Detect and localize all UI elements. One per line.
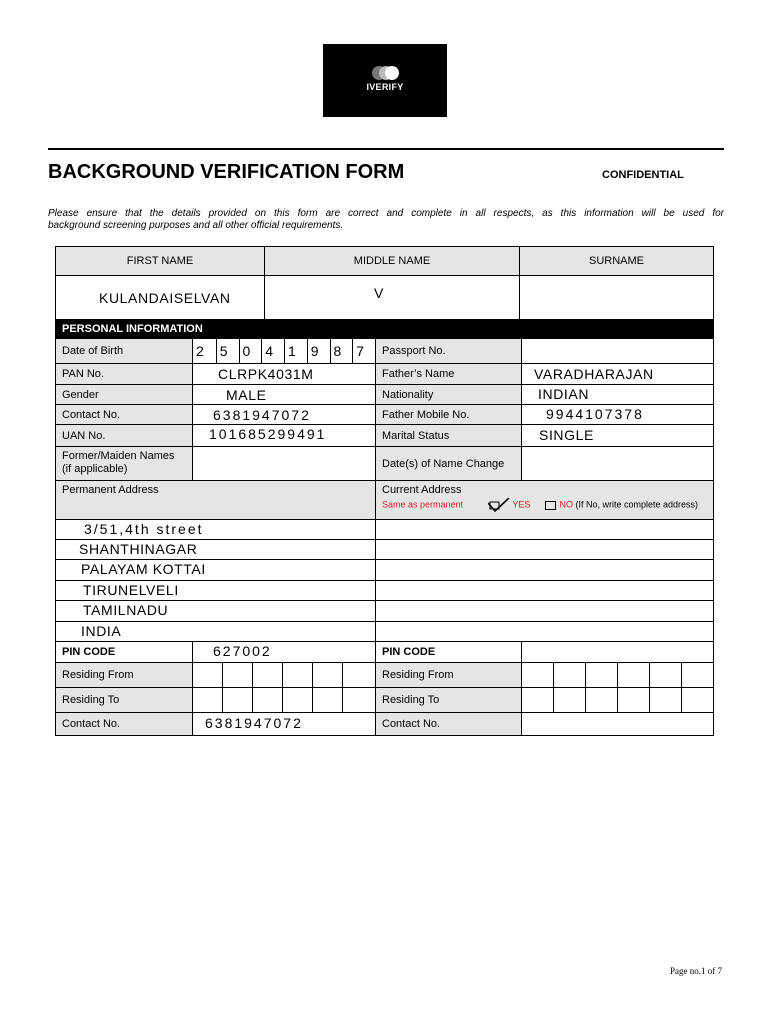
marital-status-label: Marital Status — [375, 424, 522, 447]
permanent-address-line[interactable] — [55, 559, 376, 581]
permanent-address-line-text: 3/51,4th street — [84, 521, 204, 537]
gender-value: MALE — [226, 387, 267, 403]
middle-name-value: V — [374, 285, 384, 301]
former-names-label — [55, 446, 193, 481]
current-residing-to-label: Residing To — [375, 687, 522, 713]
same-as-permanent-label: Same as permanent — [382, 499, 464, 510]
no-checkbox[interactable] — [545, 501, 556, 510]
permanent-address-line-text: TIRUNELVELI — [83, 582, 179, 598]
current-contact-field[interactable] — [521, 712, 714, 736]
yes-label: YES — [512, 499, 531, 510]
current-residing-from-box[interactable] — [681, 662, 714, 688]
dob-digit: 1 — [284, 339, 307, 363]
passport-field[interactable] — [521, 338, 714, 364]
middle-name-header: MIDDLE NAME — [264, 246, 520, 276]
current-address-label: Current Address — [382, 484, 462, 496]
current-residing-to-box[interactable] — [585, 687, 618, 713]
pan-label: PAN No. — [55, 363, 193, 385]
uan-value: 101685299491 — [209, 426, 327, 442]
first-name-value: KULANDAISELVAN — [99, 290, 231, 306]
current-residing-to-box[interactable] — [617, 687, 650, 713]
permanent-residing-to-label: Residing To — [55, 687, 193, 713]
dob-digit: 4 — [261, 339, 284, 363]
former-names-label-line-1: Former/Maiden Names — [62, 450, 175, 462]
page-number: Page no.1 of 7 — [670, 966, 722, 976]
current-address-line[interactable] — [375, 600, 714, 622]
confidential-label: CONFIDENTIAL — [602, 169, 684, 181]
nationality-field[interactable] — [521, 384, 714, 405]
logo-text: IVERIFY — [366, 82, 404, 92]
former-names-label-line-2: (if applicable) — [62, 463, 128, 475]
same-as-permanent-row — [382, 498, 713, 512]
permanent-residing-from-box[interactable] — [282, 662, 313, 688]
permanent-address-line-text: TAMILNADU — [83, 602, 169, 618]
permanent-residing-to-box[interactable] — [312, 687, 343, 713]
father-mobile-field[interactable] — [521, 404, 714, 425]
current-residing-to-box[interactable] — [521, 687, 554, 713]
surname-header: SURNAME — [519, 246, 714, 276]
no-label: NO — [559, 499, 573, 510]
father-name-value: VARADHARAJAN — [534, 366, 654, 382]
current-pin-label: PIN CODE — [375, 641, 522, 663]
permanent-residing-from-box[interactable] — [312, 662, 343, 688]
permanent-address-line-text: INDIA — [81, 623, 122, 639]
permanent-contact-label: Contact No. — [55, 712, 193, 736]
permanent-pin-value: 627002 — [213, 643, 272, 659]
form-title: BACKGROUND VERIFICATION FORM — [48, 161, 405, 183]
nationality-value: INDIAN — [538, 386, 590, 402]
current-residing-from-label: Residing From — [375, 662, 522, 688]
current-address-line[interactable] — [375, 580, 714, 601]
marital-status-value: SINGLE — [539, 427, 594, 443]
passport-label: Passport No. — [375, 338, 522, 364]
permanent-residing-from-label: Residing From — [55, 662, 193, 688]
surname-field[interactable] — [519, 275, 714, 320]
nationality-label: Nationality — [375, 384, 522, 405]
permanent-contact-field[interactable] — [192, 712, 376, 736]
permanent-pin-field[interactable] — [192, 641, 376, 663]
middle-name-field[interactable] — [264, 275, 520, 320]
permanent-address-line[interactable] — [55, 519, 376, 540]
current-residing-from-box[interactable] — [553, 662, 586, 688]
current-residing-to-box[interactable] — [553, 687, 586, 713]
current-contact-label: Contact No. — [375, 712, 522, 736]
permanent-address-line[interactable] — [55, 600, 376, 622]
current-residing-from-box[interactable] — [521, 662, 554, 688]
current-residing-from-box[interactable] — [585, 662, 618, 688]
marital-status-field[interactable] — [521, 424, 714, 447]
personal-information-header: PERSONAL INFORMATION — [55, 319, 714, 338]
dob-digit: 8 — [330, 339, 353, 363]
dob-label: Date of Birth — [55, 338, 193, 364]
current-residing-from-box[interactable] — [617, 662, 650, 688]
current-residing-from-box[interactable] — [649, 662, 682, 688]
father-name-label: Father’s Name — [375, 363, 522, 385]
name-change-date-label: Date(s) of Name Change — [375, 446, 522, 481]
father-mobile-value: 9944107378 — [546, 406, 644, 422]
uan-field[interactable] — [192, 424, 376, 447]
dob-digit: 9 — [307, 339, 330, 363]
contact-label: Contact No. — [55, 404, 193, 425]
dob-field[interactable] — [192, 338, 376, 364]
logo-mark-icon — [372, 66, 400, 80]
name-change-date-field[interactable] — [521, 446, 714, 481]
intro-line-1: Please ensure that the details provided on this form are correct and complete in all respects, as this information will be used for — [48, 208, 724, 219]
current-address-header — [375, 480, 714, 520]
intro-line-2: background screening purposes and all other official requirements. — [48, 220, 344, 231]
permanent-residing-from-box[interactable] — [222, 662, 253, 688]
permanent-address-line-text: PALAYAM KOTTAI — [81, 561, 206, 577]
current-residing-to-box[interactable] — [649, 687, 682, 713]
permanent-address-line[interactable] — [55, 580, 376, 601]
current-address-line[interactable] — [375, 539, 714, 560]
father-name-field[interactable] — [521, 363, 714, 385]
first-name-field[interactable] — [55, 275, 265, 320]
pan-value: CLRPK4031M — [218, 366, 314, 382]
permanent-residing-from-box[interactable] — [192, 662, 223, 688]
permanent-residing-to-box[interactable] — [252, 687, 283, 713]
former-names-field[interactable] — [192, 446, 376, 481]
gender-label: Gender — [55, 384, 193, 405]
current-pin-field[interactable] — [521, 641, 714, 663]
dob-digit: 0 — [239, 339, 262, 363]
no-note: (If No, write complete address) — [575, 499, 699, 510]
iverify-logo — [323, 44, 447, 117]
yes-checkbox-checked-icon[interactable] — [488, 498, 510, 512]
first-name-header: FIRST NAME — [55, 246, 265, 276]
uan-label: UAN No. — [55, 424, 193, 447]
current-address-line[interactable] — [375, 621, 714, 642]
permanent-contact-value: 6381947072 — [205, 715, 303, 731]
header-rule — [48, 148, 724, 150]
permanent-address-line[interactable] — [55, 539, 376, 560]
permanent-residing-from-box[interactable] — [342, 662, 376, 688]
gender-field[interactable] — [192, 384, 376, 405]
current-address-line[interactable] — [375, 519, 714, 540]
pan-field[interactable] — [192, 363, 376, 385]
permanent-residing-to-box[interactable] — [222, 687, 253, 713]
current-residing-to-box[interactable] — [681, 687, 714, 713]
permanent-address-line[interactable] — [55, 621, 376, 642]
permanent-address-label: Permanent Address — [55, 480, 376, 520]
dob-digit: 5 — [216, 339, 239, 363]
current-address-line[interactable] — [375, 559, 714, 581]
permanent-residing-to-box[interactable] — [342, 687, 376, 713]
dob-digit: 7 — [352, 339, 375, 363]
permanent-residing-to-box[interactable] — [282, 687, 313, 713]
permanent-residing-from-box[interactable] — [252, 662, 283, 688]
intro-text — [48, 208, 724, 232]
contact-field[interactable] — [192, 404, 376, 425]
contact-value: 6381947072 — [213, 407, 311, 423]
dob-digit: 2 — [196, 343, 204, 359]
permanent-residing-to-box[interactable] — [192, 687, 223, 713]
permanent-address-line-text: SHANTHINAGAR — [79, 541, 198, 557]
father-mobile-label: Father Mobile No. — [375, 404, 522, 425]
permanent-pin-label: PIN CODE — [55, 641, 193, 663]
